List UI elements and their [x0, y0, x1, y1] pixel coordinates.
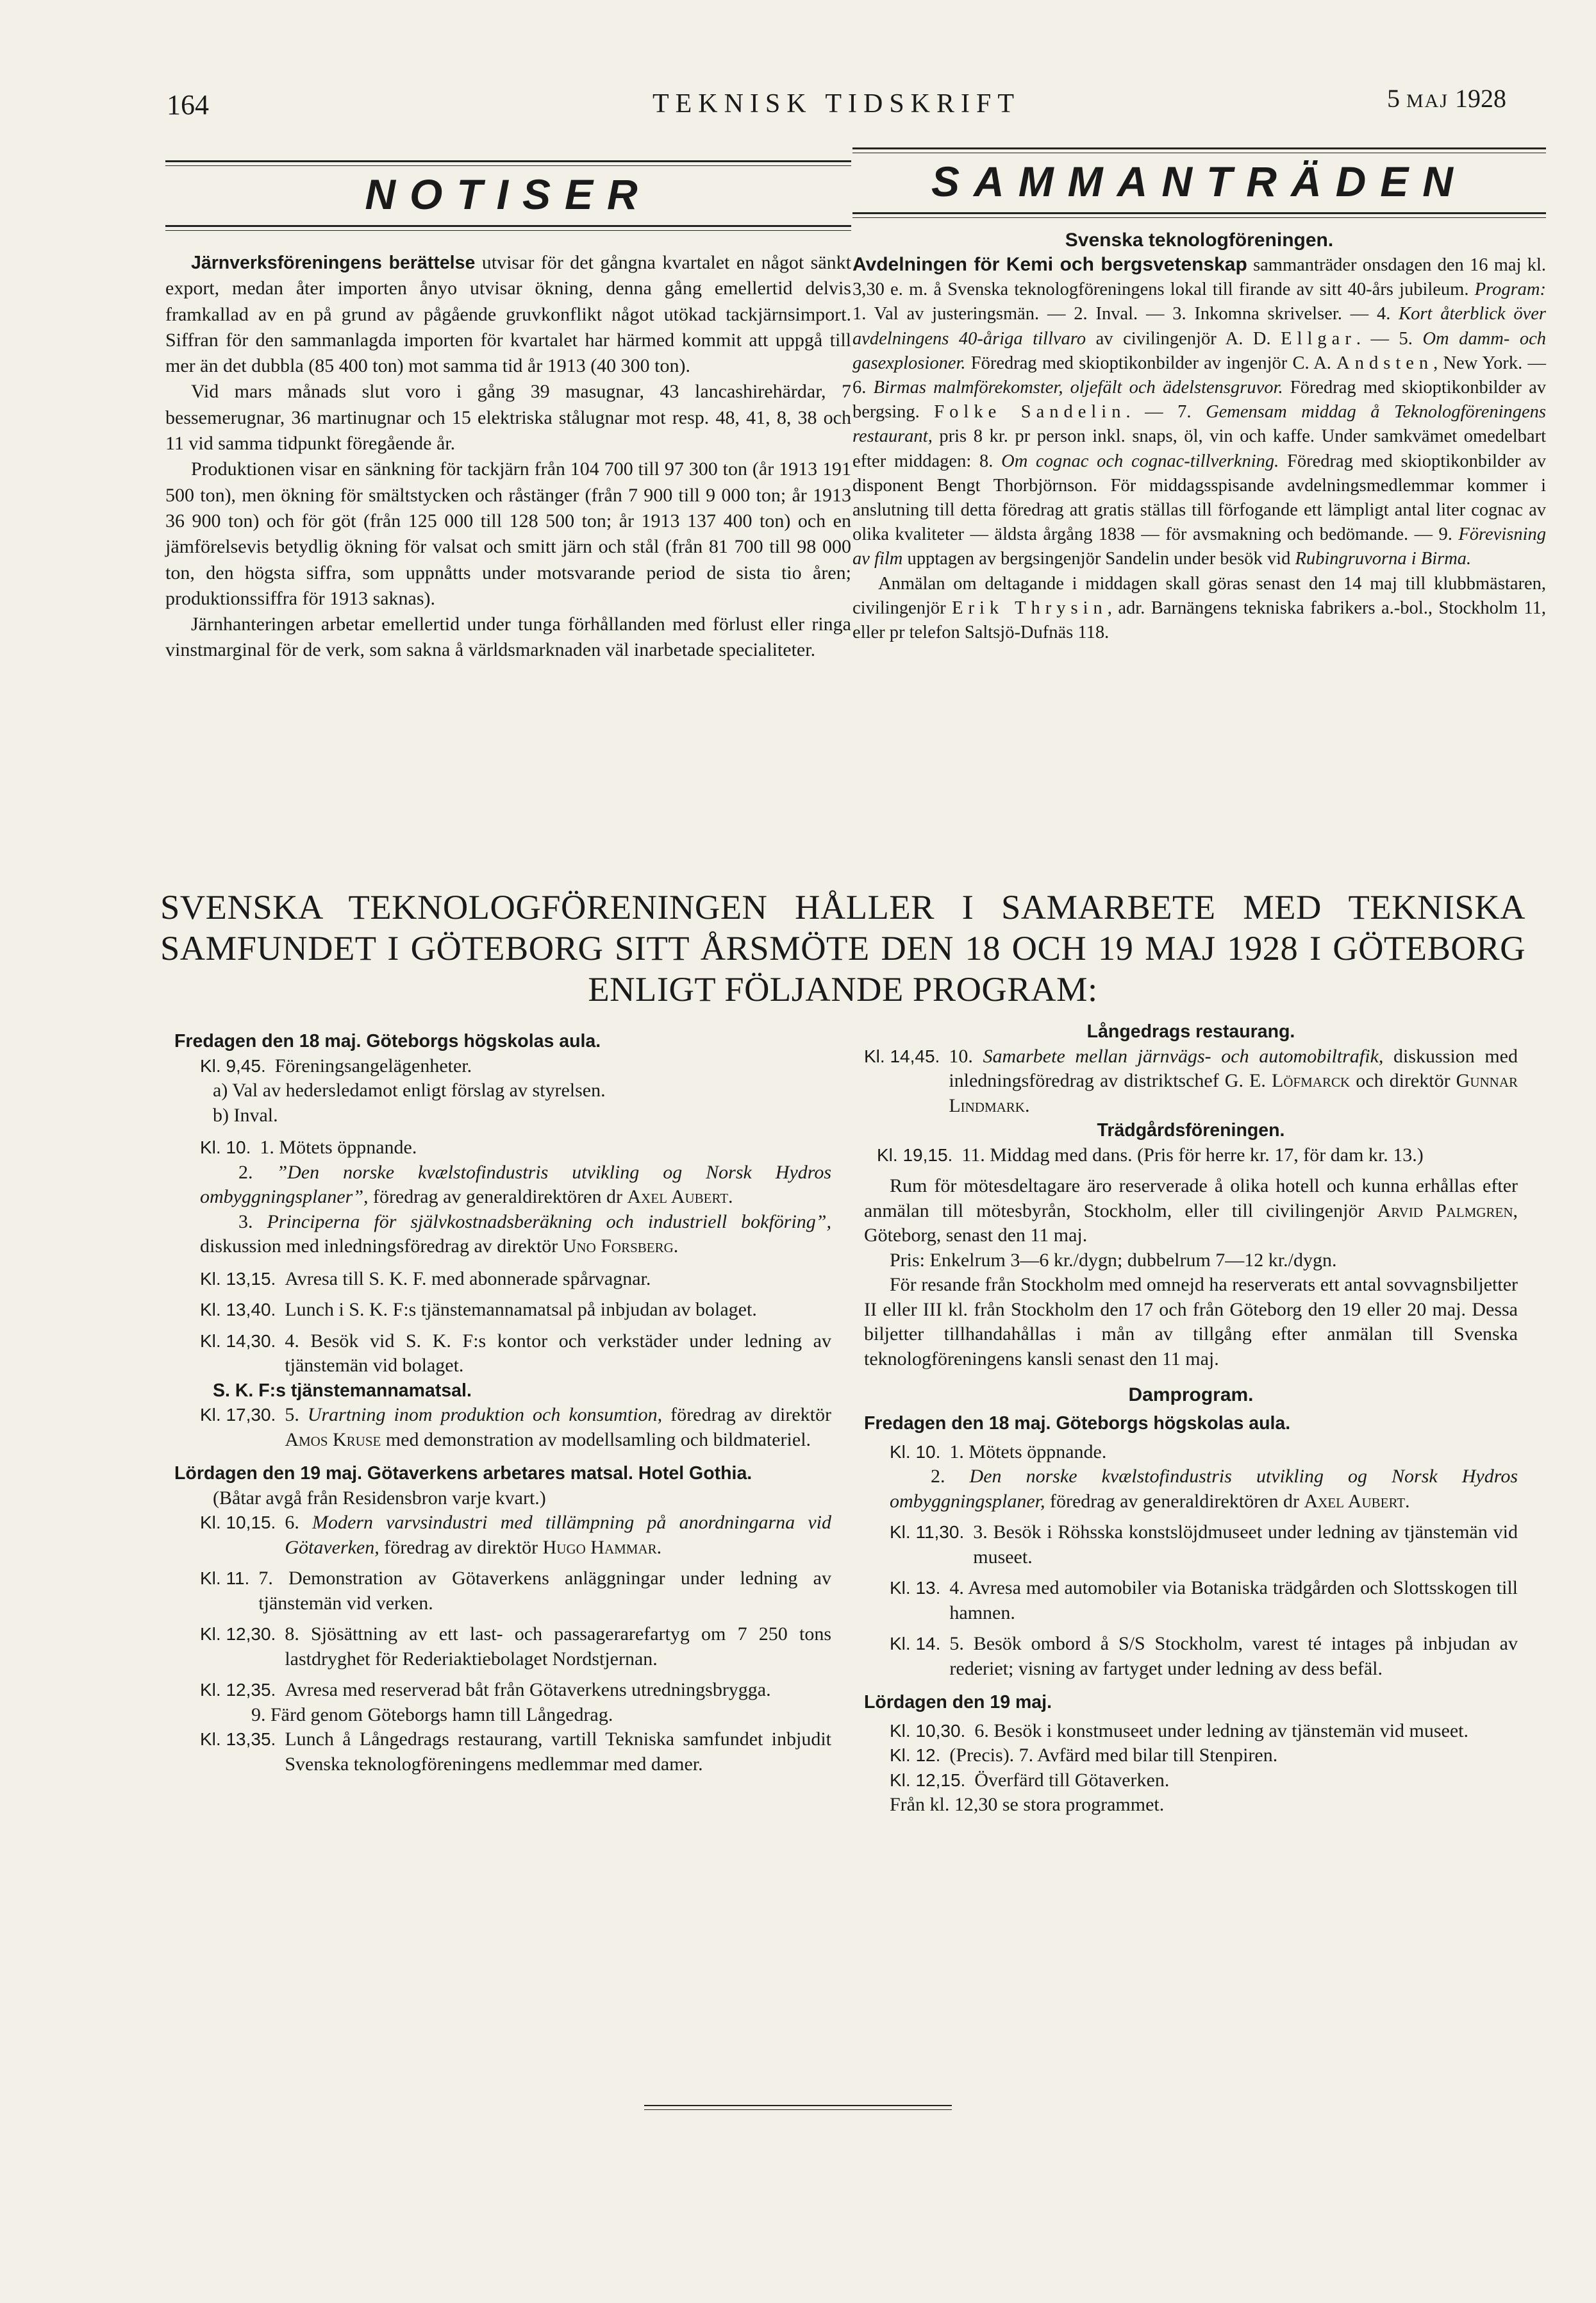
venue-heading: S. K. F:s tjänstemannamatsal. [213, 1380, 472, 1401]
notiser-paragraph-1: Järnverksföreningens berättelse utvisar för det gångna kvartalet en något sänkt export, medan åter importen ånyo utvisar ökning, denna gång emellertid delvis framkallad av en på grund av pågående gruvkonflikt något utökad tackjärnsimport. Siffran för den sammanlagda importen för kvartalet har härmed kommit att uppgå till mer än det dubbla (85 400 ton) mot samma tid år 1913 (40 300 ton). [165, 252, 851, 377]
program-item: Kl. 13. 4. Avresa med automobiler via Botaniska trädgården och Slottsskogen till hamnen. [890, 1577, 1518, 1623]
travel-note: För resande från Stockholm med omnejd ha reserverats ett antal sovvagnsbiljetter II eller III kl. från Stockholm den 17 och från Göteborg den 19 eller 20 maj. Dessa biljetter tillhandahållas i mån av tillgång efter anmälan till Svenska teknologföreningens kansli senast den 11 maj. [864, 1274, 1518, 1369]
top-rule [165, 160, 851, 166]
program-subitem: 2. Den norske kvælstofindustris utvikling og Norsk Hydros ombyggningsplaner, föredrag av generaldirektören dr Axel Aubert. [890, 1466, 1518, 1512]
program-subitem: 2. ”Den norske kvælstofindustris utvikling og Norsk Hydros ombyggningsplaner”, föredrag av generaldirektören dr Axel Aubert. [200, 1161, 832, 1207]
program-subitem: 9. Färd genom Göteborgs hamn till Långedrag. [251, 1704, 613, 1725]
meeting-announcement: Avdelningen för Kemi och bergsvetenskap sammanträder onsdagen den 16 maj kl. 3,30 e. m. å Svenska teknologföreningens lokal till firande av sitt 40-års jubileum. Program: 1. Val av justeringsmän. — 2. Inval. — 3. Inkomna skrivelser. — 4. Kort återblick över avdelningens 40-åriga tillvaro av civilingenjör A. D. Ellgar. — 5. Om damm- och gasexplosioner. Föredrag med skioptikonbilder av ingenjör C. A. Andsten, New York. — 6. Birmas malmförekomster, oljefält och ädelstensgruvor. Föredrag med skioptikonbilder av bergsing. Folke Sandelin. — 7. Gemensam middag å Teknologföreningens restaurant, pris 8 kr. pr person inkl. snaps, öl, vin och kaffe. Under samkvämet omedelbart efter middagen: 8. Om cognac och cognac-tillverkning. Föredrag med skioptikonbilder av disponent Bengt Thorbjörnson. För middagsspisande avdelningsmedlemmar kommer i anslutning till detta föredrag att gratis ställas till förfogande ett lämpligt antal liter cognac av olika kvaliteter — äldsta årgång 1838 — för avsmakning och bedömande. — 9. Förevisning av film upptagen av bergsingenjör Sandelin under besök vid Rubingruvorna i Birma. [852, 254, 1547, 569]
footer-double-rule [644, 2105, 952, 2110]
notiser-title: NOTISER [365, 171, 652, 218]
price-note: Pris: Enkelrum 3—6 kr./dygn; dubbelrum 7—12 kr./dygn. [890, 1249, 1337, 1271]
program-item: Kl. 17,30. 5. Urartning inom produktion och konsumtion, föredrag av direktör Amos Kruse med demonstration av modellsamling och bildmateriel. [200, 1404, 832, 1450]
program-item: Kl. 11,30. 3. Besök i Röhsska konstslöjdmuseet under ledning av tjänstemän vid museet. [890, 1521, 1518, 1568]
program-item: Kl. 12,15. Överfärd till Götaverken. [890, 1769, 1170, 1791]
program-item: Kl. 13,15. Avresa till S. K. F. med abonnerade spårvagnar. [200, 1268, 651, 1289]
running-head [167, 84, 1506, 127]
program-item: Kl. 12,35. Avresa med reserverad båt från Götaverkens utredningsbrygga. [200, 1679, 771, 1700]
journal-name: TEKNISK TIDSKRIFT [652, 89, 1021, 119]
program-item: Kl. 13,40. Lunch i S. K. F:s tjänstemannamatsal på inbjudan av bolaget. [200, 1299, 757, 1320]
ladies-program-title: Damprogram. [1128, 1384, 1254, 1405]
notiser-column [165, 160, 851, 664]
program-item: Kl. 19,15. 11. Middag med dans. (Pris för herre kr. 17, för dam kr. 13.) [877, 1144, 1424, 1166]
registration-note: Anmälan om deltagande i middagen skall göras senast den 14 maj till klubbmästaren, civilingenjör Erik Thrysin, adr. Barnängens tekniska fabrikers a.-bol., Stockholm 11, eller pr telefon Saltsjö-Dufnäs 118. [852, 573, 1546, 643]
venue-heading: Trädgårdsföreningen. [1097, 1120, 1285, 1141]
issue-date: 5 MAJ 1928 [1386, 84, 1506, 113]
program-item: Kl. 12,30. 8. Sjösättning av ett last- och passagerarefartyg om 7 250 tons lastdryghet för Rederiaktiebolaget Nordstjernan. [200, 1623, 831, 1670]
footer-rule [644, 2105, 952, 2110]
top-rule [852, 147, 1546, 153]
boat-note: (Båtar avgå från Residensbron varje kvart.) [213, 1487, 546, 1509]
title-rule [165, 225, 851, 231]
day-heading-friday: Fredagen den 18 maj. Göteborgs högskolas aula. [864, 1413, 1291, 1434]
notiser-paragraph-2: Vid mars månads slut voro i gång 39 masugnar, 43 lancashirehärdar, 7 bessemerugnar, 36 martinugnar och 15 elektriska stålugnar mot resp. 48, 41, 8, 38 och 11 vid samma tidpunkt föregående år. [165, 381, 851, 455]
program-item: Kl. 10,30. 6. Besök i konstmuseet under ledning av tjänstemän vid museet. [890, 1720, 1469, 1741]
day-heading-friday: Fredagen den 18 maj. Göteborgs högskolas aula. [174, 1031, 601, 1051]
sammantraden-title: SAMMANTRÄDEN [931, 158, 1467, 205]
program-item: Kl. 13,35. Lunch å Långedrags restaurang, vartill Tekniska samfundet inbjudit Svenska teknologföreningens medlemmar med damer. [200, 1729, 831, 1775]
program-item: Kl. 11. 7. Demonstration av Götaverkens anläggningar under ledning av tjänstemän vid verken. [200, 1568, 831, 1614]
day-heading-saturday: Lördagen den 19 maj. [864, 1692, 1052, 1713]
program-item: Kl. 14,45. 10. Samarbete mellan järnvägs- och automobiltrafik, diskussion med inledningsföredrag av distriktschef G. E. Löfmarck och direktör Gunnar Lindmark. [864, 1045, 1518, 1116]
program-subitem: Från kl. 12,30 se stora programmet. [890, 1794, 1165, 1815]
program-subitem: a) Val av hedersledamot enligt förslag av styrelsen. [213, 1080, 606, 1101]
annual-meeting-headline: SVENSKA TEKNOLOGFÖRENINGEN HÅLLER I SAMARBETE MED TEKNISKA SAMFUNDET I GÖTEBORG SITT ÅRSMÖTE DEN 18 OCH 19 MAJ 1928 I GÖTEBORG ENLIGT FÖLJANDE PROGRAM: [160, 887, 1525, 1009]
program-subitem: 3. Principerna för självkostnadsberäkning och industriell bokföring”, diskussion med inledningsföredrag av direktör Uno Forsberg. [200, 1210, 831, 1257]
sammantraden-column [852, 147, 1546, 645]
notiser-paragraph-4: Järnhanteringen arbetar emellertid under tunga förhållanden med förlust eller ringa vinstmarginal för de verk, som sakna å världsmarknaden väl inarbetade specialiteter. [165, 614, 851, 661]
program-item: Kl. 10. 1. Mötets öppnande. [200, 1137, 417, 1158]
notiser-paragraph-3: Produktionen visar en sänkning för tackjärn från 104 700 till 97 300 ton (år 1913 191 500 ton), men ökning för smältstycken och råstänger (från 7 900 till 9 000 ton; år 1913 36 900 ton) och för göt (från 125 000 till 128 500 ton; år 1913 137 400 ton) och en jämförelsevis betydlig ökning för valsat och smitt järn och stål (från 81 700 till 98 000 ton, den högsta siffra, som uppnåtts under motsvarande period de sista tio åren; produktionssiffra för 1913 saknas). [165, 458, 851, 609]
program-subitem: b) Inval. [213, 1104, 278, 1126]
page-number: 164 [167, 89, 209, 121]
program-right-column [864, 1019, 1518, 1818]
program-item: Kl. 10,15. 6. Modern varvsindustri med tillämpning på anordningarna vid Götaverken, föredrag av direktör Hugo Hammar. [200, 1512, 832, 1558]
program-left-column [174, 1029, 831, 1777]
program-item: Kl. 14. 5. Besök ombord å S/S Stockholm, varest té intages på inbjudan av rederiet; visning av fartyget under ledning av dess befäl. [890, 1633, 1518, 1679]
venue-heading: Långedrags restaurang. [1086, 1021, 1295, 1042]
org-heading: Svenska teknologföreningen. [1065, 230, 1334, 251]
program-item: Kl. 12. (Precis). 7. Avfärd med bilar till Stenpiren. [890, 1745, 1278, 1766]
day-heading-saturday: Lördagen den 19 maj. Götaverkens arbetares matsal. Hotel Gothia. [174, 1463, 752, 1484]
program-item: Kl. 14,30. 4. Besök vid S. K. F:s kontor och verkstäder under ledning av tjänstemän vid bolaget. [200, 1330, 831, 1376]
program-item: Kl. 10. 1. Mötets öppnande. [890, 1441, 1107, 1462]
hotel-note: Rum för mötesdeltagare äro reserverade å olika hotell och kunna erhållas efter anmälan till mötesbyrån, Stockholm, eller till civilingenjör Arvid Palmgren, Göteborg, senast den 11 maj. [864, 1175, 1518, 1246]
title-rule [852, 212, 1546, 218]
program-item: Kl. 9,45. Föreningsangelägenheter. [200, 1055, 472, 1076]
